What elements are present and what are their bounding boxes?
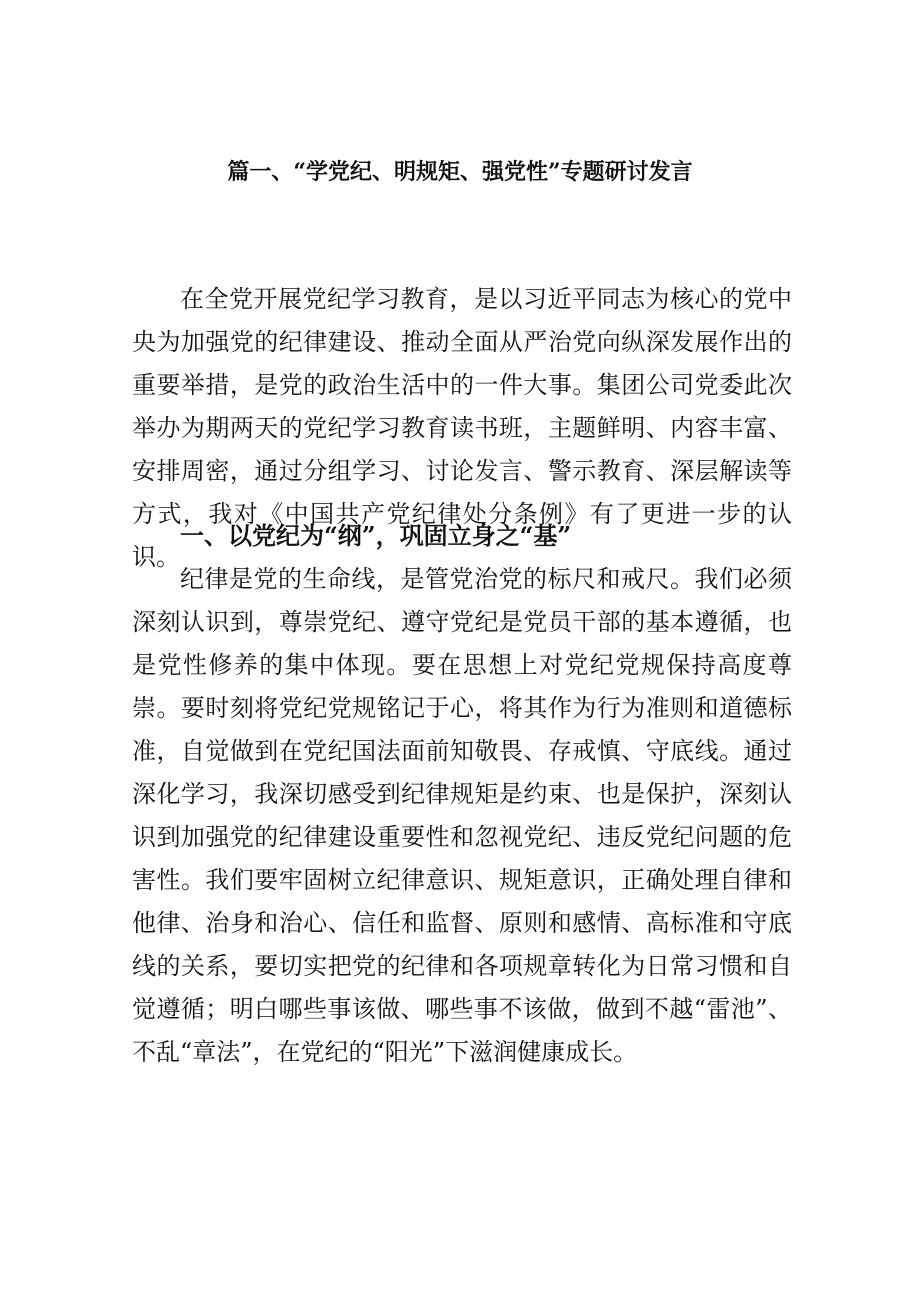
section-heading-1: 一、以党纪为“纲”，巩固立身之“基” bbox=[180, 521, 572, 550]
document-title: 篇一、“学党纪、明规矩、强党性”专题研讨发言 bbox=[227, 159, 693, 185]
paragraph-section-1: 纪律是党的生命线，是管党治党的标尺和戒尺。我们必须深刻认识到，尊崇党纪、遵守党纪是党员干部的基本遵循，也是党性修养的集中体现。要在思想上对党纪党规保持高度尊崇。要时刻将党纪党规铭记于心，将其作为行为准则和道德标准，自觉做到在党纪国法面前知敬畏、存戒慎、守底线。通过深化学习，我深切感受到纪律规矩是约束、也是保护，深刻认识到加强党的纪律建设重要性和忽视党纪、违反党纪问题的危害性。我们要牢固树立纪律意识、规矩意识，正确处理自律和他律、治身和治心、信任和监督、原则和感情、高标准和守底线的关系，要切实把党的纪律和各项规章转化为日常习惯和自觉遵循；明白哪些事该做、哪些事不该做，做到不越“雷池”、不乱“章法”，在党纪的“阳光”下滋润健康成长。 bbox=[132, 565, 792, 1066]
paragraph-intro: 在全党开展党纪学习教育，是以习近平同志为核心的党中央为加强党的纪律建设、推动全面从严治党向纵深发展作出的重要举措，是党的政治生活中的一件大事。集团公司党委此次举办为期两天的党纪学习教育读书班，主题鲜明、内容丰富、安排周密，通过分组学习、讨论发言、警示教育、深层解读等方式，我对《中国共产党纪律处分条例》有了更进一步的认识。 bbox=[132, 285, 792, 571]
